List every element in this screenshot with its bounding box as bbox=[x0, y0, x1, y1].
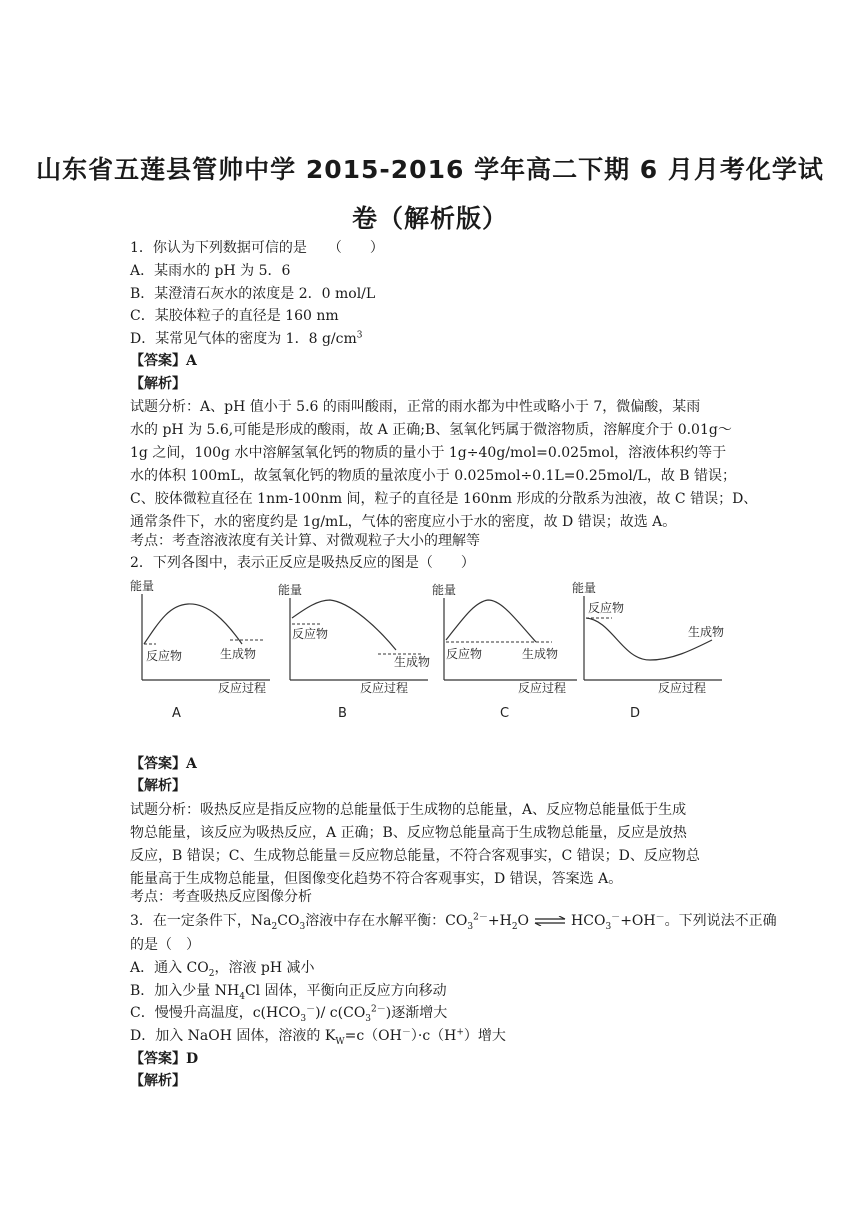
q1-answer: 【答案】A bbox=[130, 353, 197, 369]
q3-stem: 3．在一定条件下，$Na_2CO_3$溶液中存在水解平衡：$CO_3^{2-}+H_2O$ $HCO_3^-+OH^-$。下列说法不正确 bbox=[130, 912, 777, 932]
energy-curve bbox=[446, 600, 536, 642]
product-label: 生成物 bbox=[220, 647, 257, 661]
energy-curve bbox=[292, 600, 396, 650]
y-axis-label: 能量 bbox=[432, 583, 457, 597]
energy-curve bbox=[144, 604, 242, 644]
q1-point: 考点：考查溶液浓度有关计算、对微观粒子大小的理解等 bbox=[130, 533, 480, 549]
x-axis-label: 反应过程 bbox=[658, 681, 707, 695]
q2-analysis-line: 能量高于生成物总能量，但图像变化趋势不符合客观事实，D 错误，答案选 A。 bbox=[130, 871, 623, 887]
graph-d-label: D bbox=[630, 706, 641, 721]
reactant-label: 反应物 bbox=[446, 647, 483, 661]
energy-graph-d bbox=[572, 580, 732, 721]
doc-title-line2: 卷（解析版） bbox=[351, 204, 508, 233]
q3-stem-line2: 的是（ ） bbox=[130, 937, 200, 953]
equilibrium-arrow-icon bbox=[533, 916, 567, 926]
q1-analysis-line: 1g 之间，100g 水中溶解氢氧化钙的物质的量小于 1g÷40g/mol=0.025mol，溶液体积约等于 bbox=[130, 445, 727, 461]
reactant-label: 反应物 bbox=[588, 601, 625, 615]
q3-option-b: B．加入少量 $NH_4Cl$ 固体，平衡向正反应方向移动 bbox=[130, 983, 447, 1002]
y-axis-label: 能量 bbox=[130, 579, 155, 593]
q2-analysis-head: 【解析】 bbox=[130, 778, 186, 794]
x-axis-label: 反应过程 bbox=[518, 681, 567, 695]
doc-title-line1: 山东省五莲县管帅中学 2015-2016 学年高二下期 6 月月考化学试 bbox=[36, 155, 824, 184]
q3-answer: 【答案】D bbox=[130, 1051, 199, 1067]
energy-graph-c bbox=[432, 580, 582, 721]
y-axis-label: 能量 bbox=[278, 583, 303, 597]
energy-graph-a bbox=[130, 579, 280, 721]
graph-a-label: A bbox=[172, 706, 181, 721]
graph-d-svg bbox=[572, 580, 732, 695]
q3-option-c: C．慢慢升高温度，$c(HCO_3^-)/$ $c(CO_3^{2-})$逐渐增大 bbox=[130, 1004, 448, 1024]
q1-option-d: D．某常见气体的密度为 1．8 $g/cm^3$ bbox=[130, 330, 363, 347]
q1-analysis-line: 水的体积 100mL，故氢氧化钙的物质的量浓度小于 0.025mol÷0.1L=0.25mol/L，故 B 错误； bbox=[130, 468, 737, 484]
q2-analysis-line: 试题分析：吸热反应是指反应物的总能量低于生成物的总能量，A、反应物总能量低于生成 bbox=[130, 802, 687, 818]
energy-graph-b bbox=[278, 580, 438, 721]
q3-analysis-head: 【解析】 bbox=[130, 1073, 186, 1089]
reactant-label: 反应物 bbox=[292, 627, 329, 641]
q2-answer: 【答案】A bbox=[130, 756, 197, 772]
q3-option-a: A．通入 $CO_2$，溶液 pH 减小 bbox=[130, 960, 315, 979]
graph-b-label: B bbox=[338, 706, 347, 721]
graph-c-label: C bbox=[500, 706, 510, 721]
q2-analysis-line: 物总能量，该反应为吸热反应，A 正确；B、反应物总能量高于生成物总能量，反应是放热 bbox=[130, 825, 687, 841]
q1-analysis-head: 【解析】 bbox=[130, 376, 186, 392]
q2-analysis-line: 反应，B 错误；C、生成物总能量＝反应物总能量，不符合客观事实，C 错误；D、反应物总 bbox=[130, 848, 700, 864]
q2-point: 考点：考查吸热反应图像分析 bbox=[130, 889, 312, 905]
q2-analysis bbox=[130, 799, 732, 891]
graph-b-svg bbox=[278, 580, 438, 695]
product-label: 生成物 bbox=[688, 625, 725, 639]
y-axis-label: 能量 bbox=[572, 581, 597, 595]
q1-option-a: A．某雨水的 pH 为 5．6 bbox=[130, 263, 291, 279]
x-axis-label: 反应过程 bbox=[218, 681, 267, 695]
q1-option-b: B．某澄清石灰水的浓度是 2．0 mol/L bbox=[130, 286, 376, 302]
q1-option-c: C．某胶体粒子的直径是 160 nm bbox=[130, 308, 339, 324]
reactant-label: 反应物 bbox=[146, 649, 183, 663]
q1-analysis-line: C、胶体微粒直径在 1nm-100nm 间，粒子的直径是 160nm 形成的分散系为浊液，故 C 错误；D、 bbox=[130, 491, 758, 507]
product-label: 生成物 bbox=[522, 647, 559, 661]
graph-c-svg bbox=[432, 580, 582, 695]
x-axis-label: 反应过程 bbox=[360, 681, 409, 695]
product-label: 生成物 bbox=[394, 655, 431, 669]
q3-option-d: D．加入 NaOH 固体，溶液的 $K_W=c(OH^-)\cdot c(H^+)$增大 bbox=[130, 1027, 506, 1047]
q1-analysis-line: 水的 pH 为 5.6,可能是形成的酸雨，故 A 正确;B、氢氧化钙属于微溶物质，溶解度介于 0.01g～ bbox=[130, 422, 732, 438]
q2-stem: 2．下列各图中，表示正反应是吸热反应的图是（ ） bbox=[130, 555, 475, 571]
q1-analysis-line: 试题分析：A、pH 值小于 5.6 的雨叫酸雨，正常的雨水都为中性或略小于 7，微偏酸，某雨 bbox=[130, 399, 701, 415]
q1-analysis bbox=[130, 396, 758, 534]
q1-stem: 1．你认为下列数据可信的是 （ ） bbox=[130, 240, 384, 256]
q1-analysis-line: 通常条件下，水的密度约是 1g/mL，气体的密度应小于水的密度，故 D 错误；故选 A。 bbox=[130, 514, 677, 530]
graph-a-svg bbox=[130, 580, 280, 695]
